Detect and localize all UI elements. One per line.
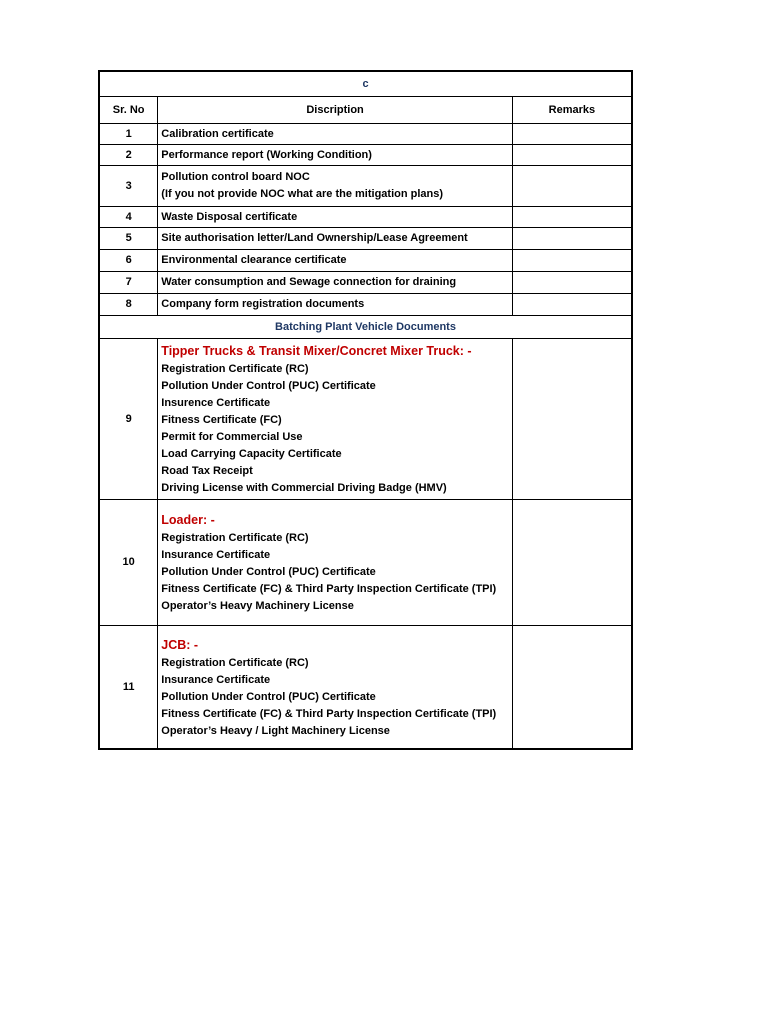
row-remarks [512,228,632,250]
vehicle-document: Pollution Under Control (PUC) Certificate [161,566,376,578]
table-row [99,272,632,294]
vehicle-document: Fitness Certificate (FC) & Third Party Inspection Certificate (TPI) [161,583,497,595]
vehicle-heading: Tipper Trucks & Transit Mixer/Concret Mixer Truck: - [161,344,472,358]
description-line: Waste Disposal certificate [161,210,298,223]
vehicle-document: Insurance Certificate [161,673,271,686]
description-line: Environmental clearance certificate [161,254,347,266]
row-remarks [512,250,632,272]
row-number: 4 [99,207,158,228]
description-line: Company form registration documents [161,298,365,310]
vehicle-document: Registration Certificate (RC) [161,532,309,544]
table-row [99,145,632,166]
row-remarks [512,500,632,626]
vehicle-document: Insurence Certificate [161,397,271,409]
vehicle-row [99,339,632,500]
vehicle-document: Operator’s Heavy Machinery License [161,600,354,612]
row-remarks [512,294,632,316]
table-row [99,228,632,250]
description-line: Pollution control board NOC [161,171,310,183]
row-number: 6 [99,250,158,272]
vehicle-document: Registration Certificate (RC) [161,656,309,669]
row-remarks [512,145,632,166]
vehicle-document: Load Carrying Capacity Certificate [161,448,342,460]
row-number: 11 [99,626,158,750]
row-description [158,145,513,166]
row-number: 1 [99,124,158,145]
table-title-row [99,71,632,97]
description-line: Performance report (Working Condition) [161,148,372,161]
header-description: Discription [158,97,513,124]
vehicle-description [158,339,513,500]
header-sr-no: Sr. No [99,97,158,124]
row-number: 10 [99,500,158,626]
vehicle-row [99,626,632,750]
row-number: 8 [99,294,158,316]
row-number: 3 [99,166,158,207]
row-number: 2 [99,145,158,166]
table-row [99,294,632,316]
row-description [158,272,513,294]
row-remarks [512,272,632,294]
description-line: Calibration certificate [161,127,274,140]
table-row [99,207,632,228]
row-remarks [512,207,632,228]
vehicle-document: Fitness Certificate (FC) [161,414,282,426]
row-description [158,207,513,228]
row-remarks [512,166,632,207]
header-remarks: Remarks [512,97,632,124]
vehicle-document: Pollution Under Control (PUC) Certificate [161,690,376,703]
header-row [99,97,632,124]
vehicle-description [158,500,513,626]
row-description [158,294,513,316]
description-line: (If you not provide NOC what are the mitigation plans) [161,188,444,200]
row-description [158,228,513,250]
row-number: 7 [99,272,158,294]
vehicle-document: Fitness Certificate (FC) & Third Party Inspection Certificate (TPI) [161,707,497,720]
section-row [99,316,632,339]
row-description [158,166,513,207]
description-line: Water consumption and Sewage connection for draining [161,276,457,288]
row-number: 5 [99,228,158,250]
row-remarks [512,339,632,500]
vehicle-document: Driving License with Commercial Driving Badge (HMV) [161,482,447,494]
table-row [99,166,632,207]
vehicle-document: Pollution Under Control (PUC) Certificate [161,380,376,392]
vehicle-document: Operator’s Heavy / Light Machinery License [161,724,390,737]
vehicle-heading: JCB: - [161,637,199,652]
vehicle-document: Insurance Certificate [161,549,271,561]
table-row [99,124,632,145]
vehicle-row [99,500,632,626]
vehicle-document: Permit for Commercial Use [161,431,303,443]
section-title: Batching Plant Vehicle Documents [99,316,632,339]
vehicle-description [158,626,513,750]
table-row [99,250,632,272]
document-checklist-table [98,70,633,750]
row-remarks [512,124,632,145]
description-line: Site authorisation letter/Land Ownership/Lease Agreement [161,232,468,244]
vehicle-document: Registration Certificate (RC) [161,363,309,375]
row-remarks [512,626,632,750]
row-description [158,124,513,145]
row-number: 9 [99,339,158,500]
table-title: c [99,71,632,97]
vehicle-document: Road Tax Receipt [161,465,253,477]
vehicle-heading: Loader: - [161,513,215,527]
row-description [158,250,513,272]
